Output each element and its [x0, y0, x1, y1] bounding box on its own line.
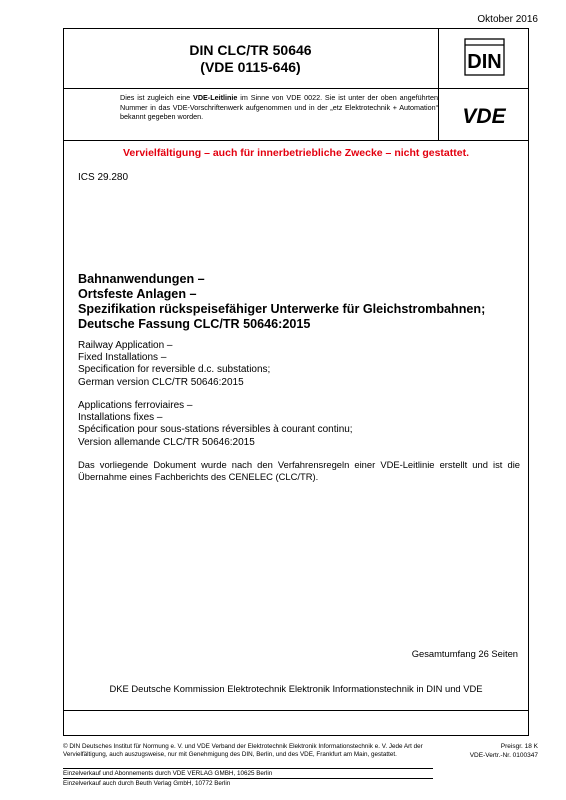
title-german-line: Ortsfeste Anlagen –	[78, 287, 197, 301]
total-pages: Gesamtumfang 26 Seiten	[411, 648, 518, 659]
publication-date: Oktober 2016	[477, 14, 538, 25]
note-bold: VDE-Leitlinie	[193, 93, 238, 102]
divider	[64, 140, 528, 141]
divider	[64, 710, 528, 711]
din-logo	[438, 28, 529, 88]
price-group: Preisgr. 18 K	[500, 743, 538, 750]
sales-info-beuth: Einzelverkauf auch durch Beuth Verlag GmbH, 10772 Berlin	[63, 780, 231, 787]
price-info	[470, 743, 538, 760]
ics-code: ICS 29.280	[78, 172, 129, 183]
sales-info-vde: Einzelverkauf und Abonnements durch VDE VERLAG GMBH, 10625 Berlin	[63, 770, 273, 777]
title-english-line: Railway Application –	[78, 340, 173, 351]
title-german-line: Spezifikation rückspeisefähiger Unterwerke für Gleichstrombahnen;	[78, 302, 486, 316]
copyright-notice: © DIN Deutsches Institut für Normung e. V. und VDE Verband der Elektrotechnik Elektronik Informationstechnik e. V. Jede Art der Vervielfältigung, auch auszugsweise, nur mit Genehmigung des DIN, Berlin, und des VDE, Frankfurt am Main, gestattet.	[63, 743, 423, 758]
note-rest: im Sinne von VDE 0022. Sie ist unter der oben angeführten Nummer in das VDE-Vorschriftenwerk aufgenommen und in der „etz Elektrotechnik + Automation“ bekannt gegeben worden.	[120, 93, 438, 121]
order-number: VDE-Vertr.-Nr. 0100347	[469, 751, 538, 759]
title-french	[78, 400, 518, 449]
vde-guideline-note	[120, 93, 438, 122]
title-french-line: Installations fixes –	[78, 412, 163, 424]
title-german-line: Deutsche Fassung CLC/TR 50646:2015	[78, 317, 311, 331]
document-number: DIN CLC/TR 50646	[189, 42, 312, 58]
footer-divider	[63, 778, 433, 779]
title-german-line: Bahnanwendungen –	[78, 272, 205, 286]
title-german	[78, 272, 518, 332]
note-prefix: Dies ist zugleich eine	[120, 93, 194, 102]
title-french-line: Spécification pour sous-stations réversibles à courant continu;	[78, 424, 353, 436]
vde-logo	[438, 88, 529, 140]
document-number-block	[63, 28, 438, 88]
title-english-line: Specification for reversible d.c. substations;	[78, 364, 271, 376]
document-note: Das vorliegende Dokument wurde nach den Verfahrensregeln einer VDE-Leitlinie erstellt und ist die Übernahme eines Fachberichts des CENELEC (CLC/TR).	[78, 459, 520, 482]
dke-line: DKE Deutsche Kommission Elektrotechnik Elektronik Informationstechnik in DIN und VDE	[109, 683, 483, 694]
title-french-line: Version allemande CLC/TR 50646:2015	[78, 436, 255, 448]
title-english-line: Fixed Installations –	[78, 352, 167, 364]
title-english-line: German version CLC/TR 50646:2015	[78, 376, 244, 388]
vde-classification: (VDE 0115-646)	[200, 59, 301, 75]
din-logo-text: DIN	[467, 51, 502, 73]
vde-logo-text: VDE	[462, 105, 506, 128]
copy-warning: Vervielfältigung – auch für innerbetriebliche Zwecke – nicht gestattet.	[122, 147, 469, 159]
title-english	[78, 340, 518, 389]
title-french-line: Applications ferroviaires –	[78, 400, 193, 411]
footer-divider	[63, 768, 433, 769]
